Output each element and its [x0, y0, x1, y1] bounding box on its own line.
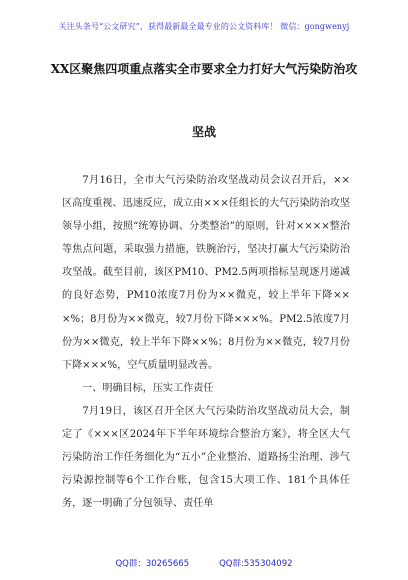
qq-footer — [0, 557, 408, 569]
document-title-line-2: 坚战 — [191, 125, 216, 139]
document-body — [62, 169, 350, 515]
body-paragraph-section-1: 7月19日，该区召开全区大气污染防治攻坚战动员大会，制定了《×××区2024年下半年环境综合整治方案》，将全区大气污染防治工作任务细化为“五小”企业整治、道路扬尘治理、涉气污染源控制等6个工作台账，包含15大项工作、181个具体任务，逐一明确了分包领导、责任单 — [62, 405, 350, 510]
qq-group-1: QQ群：30265665 — [115, 559, 190, 569]
section-heading-1: 一、明确目标，压实工作责任 — [82, 382, 214, 394]
document-title-line-1: XX区聚焦四项重点落实全市要求全力打好大气污染防治攻 — [50, 62, 358, 76]
promo-header: 关注头条号“公文研究”，获得最新最全最专业的公文资料库！ 微信：gongwenyj — [58, 22, 350, 31]
qq-group-2: QQ群:535304092 — [219, 559, 293, 569]
body-paragraph-intro: 7月16日，全市大气污染防治攻坚战动员会议召开后，××区高度重视、迅速反应，成立由×××任组长的大气污染防治攻坚领导小组，按照“统筹协调、分类整治”的原则，针对××××整治等焦点问题，采取强力措施，铁腕治污，坚决打赢大气污染防治攻坚战。截至目前，该区PM10、PM2.5两项指标呈现逐月递减的良好态势，PM10浓度7月份为××微克，较上半年下降×××%；8月份为××微克，较7月份下降×××%。PM2.5浓度7月份为××微克，较上半年下降××%；8月份为××微克，较7月份下降×××%，空气质量明显改善。 — [62, 175, 350, 371]
